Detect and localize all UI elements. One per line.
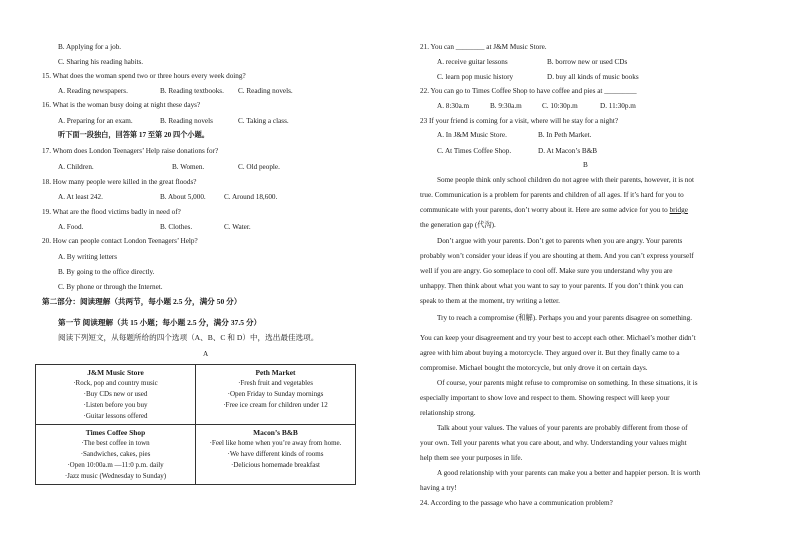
q23-option-c: C. At Times Coffee Shop. <box>437 147 512 155</box>
ad-line: ·Feel like home when you’re away from home. <box>209 439 342 447</box>
part-two-heading: 第二部分：阅读理解（共两节，每小题 2.5 分，满分 50 分） <box>42 297 242 306</box>
q16-option-c: C. Taking a class. <box>238 117 289 125</box>
ad-line: ·Buy CDs new or used <box>83 390 148 398</box>
ad-macons-bnb <box>196 425 356 485</box>
ad-jm-music-store <box>36 365 196 425</box>
section-one-heading: 第一节 阅读理解（共 15 小题；每小题 2.5 分，满分 37.5 分） <box>58 318 262 327</box>
q15-option-c: C. Reading novels. <box>238 87 293 95</box>
q17-stem: 17. Whom does London Teenagers’ Help raise donations for? <box>42 147 219 155</box>
passage-b-line: help them see your purposes in life. <box>420 454 523 462</box>
listening-instruction: 听下面一段独白，回答第 17 至第 20 四个小题。 <box>58 131 209 139</box>
passage-b-line: having a try! <box>420 484 457 492</box>
q21-option-d: D. buy all kinds of music books <box>547 73 639 81</box>
q22-stem: 22. You can go to Times Coffee Shop to have coffee and pies at _________ <box>420 87 637 95</box>
q18-stem: 18. How many people were killed in the great floods? <box>42 178 197 186</box>
passage-b-line: Don’t argue with your parents. Don’t get to parents when you are angry. Your parents <box>437 237 683 245</box>
q22-option-c: C. 10:30p.m <box>542 102 578 110</box>
q20-option-a: A. By writing letters <box>58 253 118 261</box>
q18-option-b: B. About 5,000. <box>160 193 206 201</box>
underlined-word-bridge: bridge <box>669 206 688 214</box>
ad-line: ·Listen before you buy <box>83 401 148 409</box>
ad-line: ·Guitar lessons offered <box>83 412 148 420</box>
ad-line: ·Open Friday to Sunday mornings <box>227 390 324 398</box>
q20-stem: 20. How can people contact London Teenagers’ Help? <box>42 237 198 245</box>
passage-b-line: well if you are angry. Go someplace to cool off. Make sure you understand why you are <box>420 267 673 275</box>
q21-stem: 21. You can ________ at J&M Music Store. <box>420 43 547 51</box>
q14-option-b: B. Applying for a job. <box>58 43 122 51</box>
q15-option-b: B. Reading textbooks. <box>160 87 224 95</box>
passage-b-line <box>420 205 688 215</box>
q21-option-c: C. learn pop music history <box>437 73 514 81</box>
q22-option-b: B. 9:30a.m <box>490 102 522 110</box>
passage-text: communicate with your parents, don’t worry about it. Here are some advice for you to <box>420 206 670 214</box>
passage-b-line: agree with him about buying a motorcycle. They argued over it. But they finally came to a <box>420 349 680 357</box>
ad-line: ·Open 10:00a.m —11:0 p.m. daily <box>67 461 164 469</box>
q18-option-c: C. Around 18,600. <box>224 193 278 201</box>
q23-option-a: A. In J&M Music Store. <box>437 131 507 139</box>
q23-option-d: D. At Macon’s B&B <box>538 147 598 155</box>
q15-option-a: A. Reading newspapers. <box>58 87 128 95</box>
q20-option-b: B. By going to the office directly. <box>58 268 155 276</box>
q18-option-a: A. At least 242. <box>58 193 103 201</box>
q17-option-a: A. Children. <box>58 163 94 171</box>
passage-b-line: You can keep your disagreement and try your best to accept each other. Michael’s mother didn’t <box>420 334 696 342</box>
passage-b-line: Try to reach a compromise (和解). Perhaps you and your parents disagree on something. <box>437 314 693 322</box>
passage-b-line: Of course, your parents might refuse to compromise on something. In these situations, it is <box>437 379 698 387</box>
passage-b-line: true. Communication is a problem for parents and children of all ages. If it’s hard for you to <box>420 191 684 199</box>
q19-option-b: B. Clothes. <box>160 223 193 231</box>
passage-b-line: the generation gap (代沟). <box>420 221 496 229</box>
ad-line: ·Sandwiches, cakes, pies <box>80 450 151 458</box>
ad-line: ·The best coffee in town <box>81 439 150 447</box>
passage-b-line: speak to them at the moment, try writing a letter. <box>420 297 560 305</box>
q20-option-c: C. By phone or through the Internet. <box>58 283 163 291</box>
ad-title: Times Coffee Shop <box>85 428 146 437</box>
ad-peth-market <box>196 365 356 425</box>
passage-b-line: relationship strong. <box>420 409 476 417</box>
passage-b-line: Talk about your values. The values of your parents are probably different from those of <box>437 424 688 432</box>
q19-option-a: A. Food. <box>58 223 84 231</box>
passage-b-line: probably won’t consider your ideas if you are shouting at them. And you can’t express yourself <box>420 252 694 260</box>
ad-line: ·Fresh fruit and vegetables <box>238 379 313 387</box>
ad-line: ·Jazz music (Wednesday to Sunday) <box>64 472 167 480</box>
passage-a-label: A <box>203 350 209 358</box>
q22-option-a: A. 8:30a.m <box>437 102 470 110</box>
q24-stem: 24. According to the passage who have a communication problem? <box>420 499 613 507</box>
ad-line: ·Rock, pop and country music <box>73 379 158 387</box>
ad-line: ·Free ice cream for children under 12 <box>223 401 328 409</box>
q21-option-b: B. borrow new or used CDs <box>547 58 628 66</box>
q17-option-c: C. Old people. <box>238 163 280 171</box>
q23-stem: 23 If your friend is coming for a visit, where will he stay for a night? <box>420 117 619 125</box>
ad-title: Peth Market <box>255 368 296 377</box>
q15-stem: 15. What does the woman spend two or three hours every week doing? <box>42 72 246 80</box>
q22-option-d: D. 11:30p.m <box>600 102 636 110</box>
passage-b-line: compromise. Michael bought the motorcycle, but only drove it on certain days. <box>420 364 648 372</box>
reading-directions: 阅读下列短文，从每题所给的四个选项（A、B、C 和 D）中，选出最佳选项。 <box>58 333 319 342</box>
passage-b-line: unhappy. Then think about what you want to say to your parents. If you don’t think you can <box>420 282 684 290</box>
ad-title: Macon’s B&B <box>253 428 298 437</box>
ad-times-coffee-shop <box>36 425 196 485</box>
q21-option-a: A. receive guitar lessons <box>437 58 508 66</box>
q16-option-b: B. Reading novels <box>160 117 213 125</box>
q19-option-c: C. Water. <box>224 223 251 231</box>
ads-table <box>35 364 356 485</box>
q16-stem: 16. What is the woman busy doing at night these days? <box>42 101 201 109</box>
passage-b-label: B <box>583 161 588 169</box>
passage-b-line: A good relationship with your parents can make you a better and happier person. It is worth <box>437 469 701 477</box>
passage-b-line: especially important to show love and respect to them. Showing respect will keep your <box>420 394 670 402</box>
ad-line: ·We have different kinds of rooms <box>227 450 324 458</box>
q16-option-a: A. Preparing for an exam. <box>58 117 133 125</box>
ad-title: J&M Music Store <box>87 368 144 377</box>
q17-option-b: B. Women. <box>172 163 205 171</box>
q19-stem: 19. What are the flood victims badly in need of? <box>42 208 181 216</box>
q14-option-c: C. Sharing his reading habits. <box>58 58 144 66</box>
ad-line: ·Delicious homemade breakfast <box>230 461 321 469</box>
passage-b-line: Some people think only school children do not agree with their parents, however, it is not <box>437 176 695 184</box>
q23-option-b: B. In Peth Market. <box>538 131 592 139</box>
passage-b-line: your own. Tell your parents what you care about, and why. Understanding your values might <box>420 439 687 447</box>
